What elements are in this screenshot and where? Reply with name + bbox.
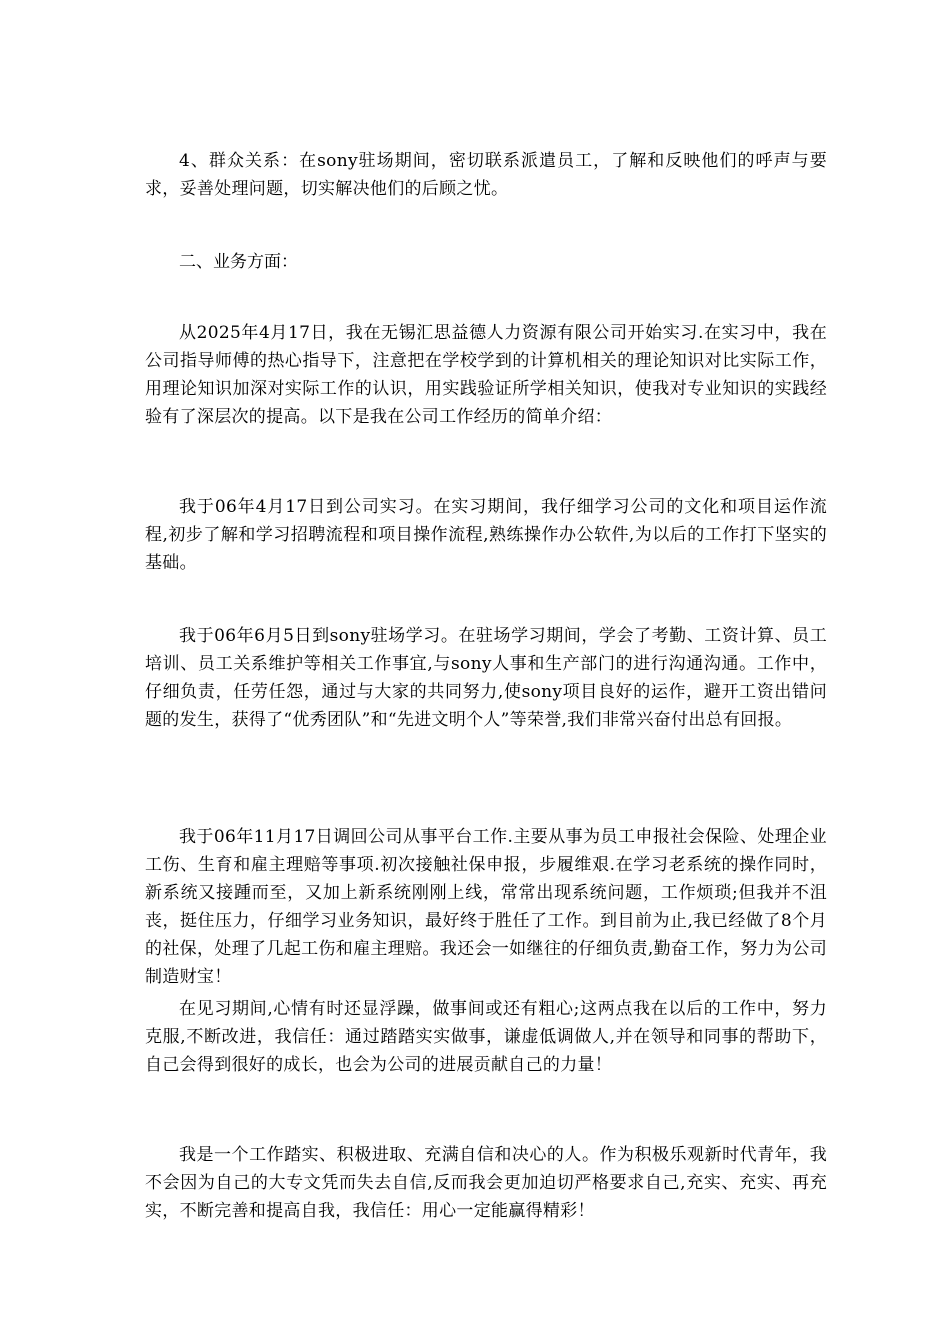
paragraph-platform-work: 我于06年11月17日调回公司从事平台工作.主要从事为员工申报社会保险、处理企业工伤、生育和雇主理赔等事项.初次接触社保申报，步履维艰.在学习老系统的操作同时，新系统又接踵而至，又加上新系统刚刚上线，常常出现系统问题，工作烦琐;但我并不沮丧，挺住压力，仔细学习业务知识，最好终于胜任了工作。到目前为止,我已经做了8个月的社保，处理了几起工伤和雇主理赔。我还会一如继往的仔细负责,勤奋工作，努力为公司制造财宝！ — [145, 827, 827, 987]
section-heading-business: 二、业务方面： — [179, 252, 298, 272]
paragraph-mass-relations: 4、群众关系：在sony驻场期间，密切联系派遣员工，了解和反映他们的呼声与要求，妥善处理问题，切实解决他们的后顾之忧。 — [145, 151, 827, 199]
paragraph-sony-onsite: 我于06年6月5日到sony驻场学习。在驻场学习期间，学会了考勤、工资计算、员工培训、员工关系维护等相关工作事宜,与sony人事和生产部门的进行沟通沟通。工作中，仔细负责，任劳任怨，通过与大家的共同努力,使sony项目良好的运作，避开工资出错问题的发生，获得了“优秀团队”和“先进文明个人”等荣誉,我们非常兴奋付出总有回报。 — [145, 626, 827, 730]
paragraph-self-assessment: 我是一个工作踏实、积极进取、充满自信和决心的人。作为积极乐观新时代青年，我不会因为自己的大专文凭而失去自信,反而我会更加迫切严格要求自己,充实、充实、再充实，不断完善和提高自我，我信任：用心一定能赢得精彩！ — [145, 1145, 827, 1221]
paragraph-company-internship: 我于06年4月17日到公司实习。在实习期间，我仔细学习公司的文化和项目运作流程,初步了解和学习招聘流程和项目操作流程,熟练操作办公软件,为以后的工作打下坚实的基础。 — [145, 497, 827, 573]
paragraph-probation-reflection: 在见习期间,心情有时还显浮躁，做事间或还有粗心;这两点我在以后的工作中，努力克服,不断改进，我信任：通过踏踏实实做事，谦虚低调做人,并在领导和同事的帮助下，自己会得到很好的成长，也会为公司的进展贡献自己的力量！ — [145, 999, 827, 1075]
paragraph-internship-intro: 从2025年4月17日，我在无锡汇思益德人力资源有限公司开始实习.在实习中，我在公司指导师傅的热心指导下，注意把在学校学到的计算机相关的理论知识对比实际工作，用理论知识加深对实际工作的认识，用实践验证所学相关知识，使我对专业知识的实践经验有了深层次的提高。以下是我在公司工作经历的简单介绍： — [145, 323, 827, 427]
